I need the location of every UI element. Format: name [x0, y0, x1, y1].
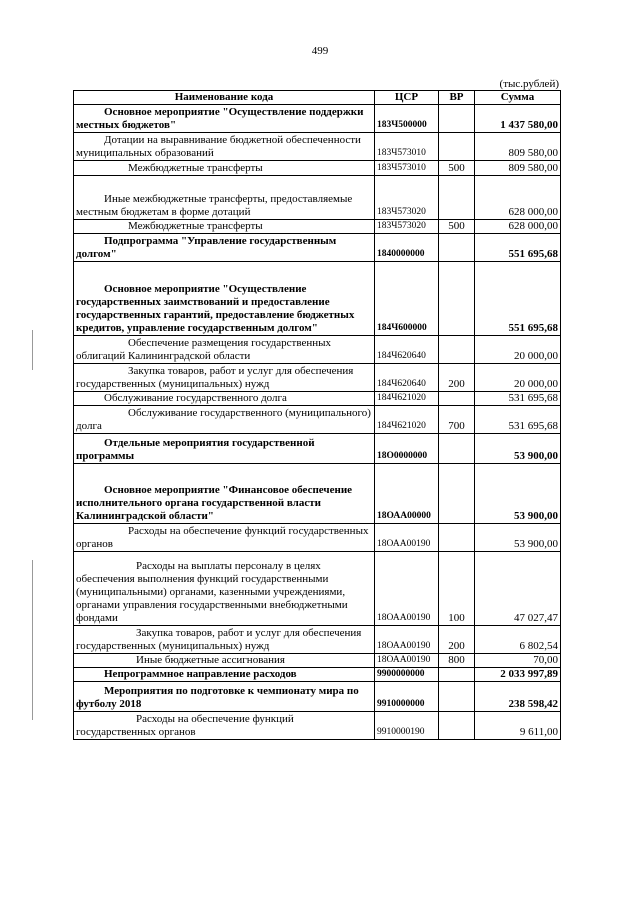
row-sum: 53 900,00 [475, 464, 561, 524]
column-header-vr: ВР [439, 91, 475, 105]
row-name: Иные бюджетные ассигнования [74, 654, 375, 668]
row-sum: 809 580,00 [475, 133, 561, 161]
column-header-name: Наименование кода [74, 91, 375, 105]
row-csr: 18О0000000 [375, 434, 439, 464]
row-sum: 531 695,68 [475, 392, 561, 406]
table-row [74, 262, 561, 336]
table-row [74, 626, 561, 654]
row-name: Обслуживание государственного (муниципального) долга [74, 406, 375, 434]
table-row [74, 364, 561, 392]
table-row [74, 406, 561, 434]
table-row [74, 234, 561, 262]
row-vr [439, 524, 475, 552]
scan-margin-line [32, 330, 33, 370]
row-vr [439, 234, 475, 262]
table-row [74, 220, 561, 234]
row-csr: 183Ч500000 [375, 105, 439, 133]
row-csr: 183Ч573010 [375, 161, 439, 176]
row-vr [439, 392, 475, 406]
row-csr: 184Ч620640 [375, 336, 439, 364]
row-sum: 2 033 997,89 [475, 668, 561, 682]
table-row [74, 524, 561, 552]
row-vr [439, 336, 475, 364]
row-sum: 53 900,00 [475, 434, 561, 464]
row-vr: 200 [439, 364, 475, 392]
table-row [74, 668, 561, 682]
row-csr: 9910000190 [375, 712, 439, 740]
row-csr: 184Ч621020 [375, 406, 439, 434]
page-number: 499 [311, 45, 329, 57]
row-csr: 1840000000 [375, 234, 439, 262]
row-vr [439, 133, 475, 161]
row-sum: 53 900,00 [475, 524, 561, 552]
row-csr: 9900000000 [375, 668, 439, 682]
row-vr: 700 [439, 406, 475, 434]
row-vr [439, 105, 475, 133]
row-sum: 47 027,47 [475, 552, 561, 626]
row-sum: 70,00 [475, 654, 561, 668]
row-name: Дотации на выравнивание бюджетной обеспеченности муниципальных образований [74, 133, 375, 161]
row-vr: 100 [439, 552, 475, 626]
row-csr: 18ОАА00190 [375, 552, 439, 626]
table-header [74, 91, 561, 105]
row-name: Отдельные мероприятия государственной программы [74, 434, 375, 464]
table-row [74, 552, 561, 626]
row-sum: 551 695,68 [475, 262, 561, 336]
budget-table [73, 90, 561, 740]
table-row [74, 464, 561, 524]
row-sum: 20 000,00 [475, 364, 561, 392]
row-sum: 628 000,00 [475, 220, 561, 234]
row-vr [439, 262, 475, 336]
row-vr [439, 434, 475, 464]
row-sum: 531 695,68 [475, 406, 561, 434]
row-sum: 628 000,00 [475, 176, 561, 220]
table-row [74, 176, 561, 220]
column-header-csr: ЦСР [375, 91, 439, 105]
column-header-sum: Сумма [475, 91, 561, 105]
row-name: Обслуживание государственного долга [74, 392, 375, 406]
row-name: Расходы на обеспечение функций государственных органов [74, 524, 375, 552]
row-csr: 9910000000 [375, 682, 439, 712]
row-sum: 9 611,00 [475, 712, 561, 740]
row-name: Основное мероприятие "Финансовое обеспечение исполнительного органа государственной власти Калининградской области" [74, 464, 375, 524]
row-name: Расходы на обеспечение функций государственных органов [74, 712, 375, 740]
row-csr: 184Ч620640 [375, 364, 439, 392]
row-csr: 183Ч573010 [375, 133, 439, 161]
table-row [74, 133, 561, 161]
table-row [74, 434, 561, 464]
row-sum: 238 598,42 [475, 682, 561, 712]
row-name: Обеспечение размещения государственных облигаций Калининградской области [74, 336, 375, 364]
row-sum: 20 000,00 [475, 336, 561, 364]
row-name: Непрограммное направление расходов [74, 668, 375, 682]
row-name: Закупка товаров, работ и услуг для обеспечения государственных (муниципальных) нужд [74, 364, 375, 392]
row-sum: 1 437 580,00 [475, 105, 561, 133]
row-vr: 200 [439, 626, 475, 654]
row-name: Межбюджетные трансферты [74, 161, 375, 176]
row-vr [439, 176, 475, 220]
row-name: Закупка товаров, работ и услуг для обеспечения государственных (муниципальных) нужд [74, 626, 375, 654]
row-vr: 500 [439, 161, 475, 176]
table-row [74, 336, 561, 364]
scan-margin-line [32, 560, 33, 720]
row-sum: 551 695,68 [475, 234, 561, 262]
units-label: (тыс.рублей) [499, 78, 559, 90]
row-csr: 18ОАА00190 [375, 524, 439, 552]
row-csr: 18ОАА00190 [375, 654, 439, 668]
row-name: Расходы на выплаты персоналу в целях обеспечения выполнения функций государственными (муниципальными) органами, казенными учреждениями, органами управления государственными внебюджетными фондами [74, 552, 375, 626]
row-vr [439, 668, 475, 682]
table-row [74, 392, 561, 406]
table-row [74, 712, 561, 740]
row-name: Иные межбюджетные трансферты, предоставляемые местным бюджетам в форме дотаций [74, 176, 375, 220]
row-csr: 183Ч573020 [375, 176, 439, 220]
table-row [74, 654, 561, 668]
row-vr [439, 464, 475, 524]
table-row [74, 161, 561, 176]
row-csr: 184Ч600000 [375, 262, 439, 336]
row-vr [439, 712, 475, 740]
row-sum: 6 802,54 [475, 626, 561, 654]
row-name: Основное мероприятие "Осуществление поддержки местных бюджетов" [74, 105, 375, 133]
row-csr: 184Ч621020 [375, 392, 439, 406]
row-vr: 500 [439, 220, 475, 234]
table-row [74, 682, 561, 712]
row-csr: 18ОАА00000 [375, 464, 439, 524]
row-csr: 183Ч573020 [375, 220, 439, 234]
row-name: Подпрограмма "Управление государственным долгом" [74, 234, 375, 262]
table-row [74, 105, 561, 133]
row-name: Межбюджетные трансферты [74, 220, 375, 234]
row-name: Мероприятия по подготовке к чемпионату мира по футболу 2018 [74, 682, 375, 712]
row-vr [439, 682, 475, 712]
row-name: Основное мероприятие "Осуществление государственных заимствований и предоставление государственных гарантий, предоставление бюджетных кредитов, управление государственным долгом" [74, 262, 375, 336]
row-vr: 800 [439, 654, 475, 668]
row-sum: 809 580,00 [475, 161, 561, 176]
row-csr: 18ОАА00190 [375, 626, 439, 654]
